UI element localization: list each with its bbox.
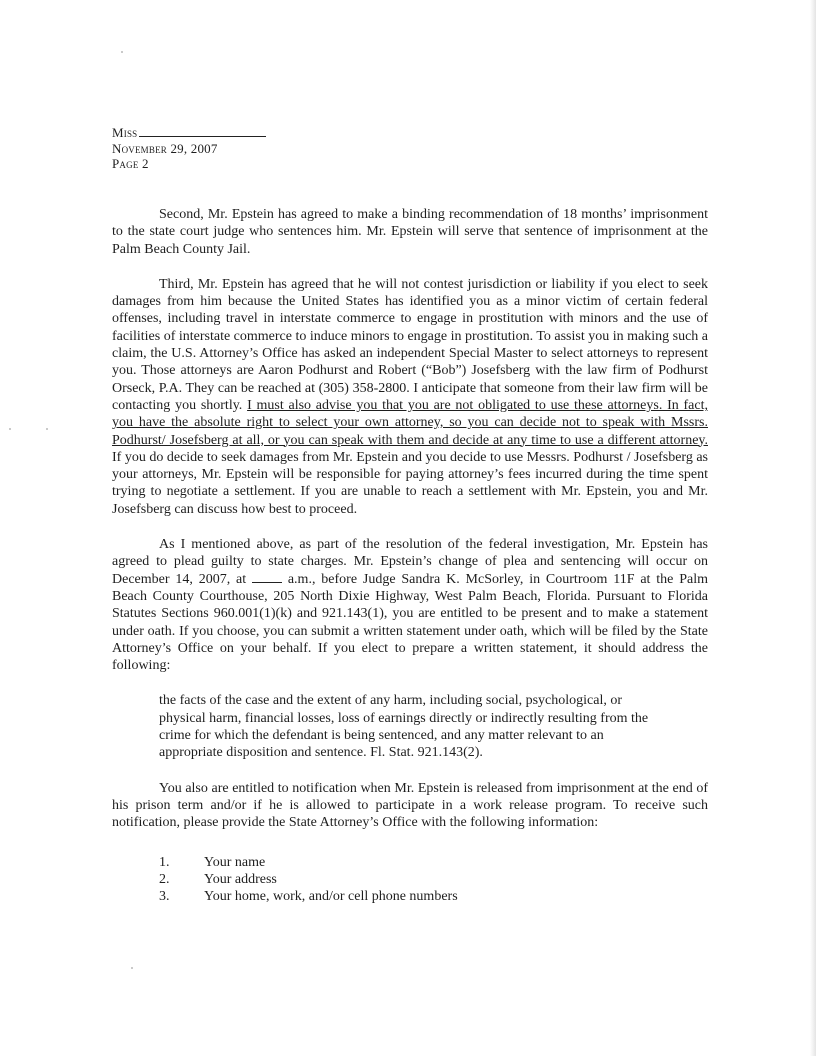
paragraph-sentencing-recommendation: Second, Mr. Epstein has agreed to make a binding recommendation of 18 months’ imprisonment to the state court judge who sentences him. Mr. Epstein will serve that sentence of imprisonment at the Palm Beach County Jail. (112, 207, 708, 257)
scan-speck (131, 967, 133, 969)
statute-quote: the facts of the case and the extent of any harm, including social, psychological, or physical harm, financial losses, loss of earnings directly or indirectly resulting from the crime for which the defendant is being sentenced, and any matter relevant to an appropriate disposition and sentence. Fl. Stat. 921.143(2). (159, 693, 649, 761)
page-number: Page 2 (112, 156, 149, 171)
recipient-name-blank (139, 126, 266, 137)
paragraph-text: If you do decide to seek damages from Mr. Epstein and you decide to use Messrs. Podhurst / Josefsberg as your attorneys, Mr. Epstein will be responsible for paying attorney’s fees incurred during the time spent trying to negotiate a settlement. If you are unable to reach a settlement with Mr. Epstein, you and Mr. Josefsberg can discuss how best to proceed. (112, 449, 708, 517)
paragraph-damages-attorneys (112, 276, 708, 518)
list-item (159, 888, 708, 905)
letter-body (112, 206, 708, 905)
underlined-advisory: I must also advise you that you are not obligated to use these attorneys. In fact, you have the absolute right to select your own attorney, so you can decide not to speak with Mssrs. Podhurst/ Josefsberg at all, or you can speak with them and decide at any time to use a different attorney. (112, 397, 708, 448)
scan-edge-shadow (810, 0, 816, 1056)
list-number: 2. (159, 871, 170, 887)
paragraph-notification: You also are entitled to notification when Mr. Epstein is released from imprisonment at the end of his prison term and/or if he is allowed to participate in a work release program. To receive such notification, please provide the State Attorney’s Office with the following information: (112, 780, 708, 831)
scan-speck (9, 428, 11, 430)
list-text: Your home, work, and/or cell phone numbers (204, 889, 458, 905)
paragraph-text: a.m., before Judge Sandra K. McSorley, in Courtroom 11F at the Palm Beach County Courthouse, 205 North Dixie Highway, West Palm Beach, Florida. Pursuant to Florida Statutes Sections 960.001(1)(k) and 921.143(1), you are entitled to be present and to make a statement under oath. If you choose, you can submit a written statement under oath, which will be filed by the State Attorney’s Office on your behalf. If you elect to prepare a written statement, it should address the following: (112, 571, 708, 674)
hearing-time-blank (252, 571, 282, 583)
paragraph-text: Third, Mr. Epstein has agreed that he will not contest jurisdiction or liability if you elect to seek damages from him because the United States has identified you as a minor victim of certain federal offenses, including travel in interstate commerce to engage in prostitution with minors and the use of facilities of interstate commerce to induce minors to engage in prostitution. To assist you in making such a claim, the U.S. Attorney’s Office has asked an independent Special Master to select attorneys to represent you. Those attorneys are Aaron Podhurst and Robert (“Bob”) Josefsberg with the law firm of Podhurst Orseck, P.A. They can be reached at (305) 358-2800. I anticipate that someone from their law firm will be contacting you shortly. (112, 276, 708, 413)
paragraph-plea-hearing (112, 536, 708, 674)
list-text: Your address (204, 871, 277, 887)
scan-speck (121, 51, 123, 53)
list-item (159, 854, 708, 871)
list-text: Your name (204, 854, 266, 870)
list-item (159, 871, 708, 888)
recipient-salutation: Miss (112, 125, 138, 140)
letter-date: November 29, 2007 (112, 140, 218, 156)
paragraph-text: As I mentioned above, as part of the resolution of the federal investigation, Mr. Epstein has agreed to plead guilty to state charges. Mr. Epstein’s change of plea and sentencing will occur on December 14, 2007, at (112, 537, 708, 587)
information-list (159, 854, 708, 906)
list-number: 3. (159, 889, 170, 905)
scan-speck (46, 428, 48, 430)
letter-header (112, 125, 266, 172)
recipient-line (112, 125, 266, 141)
list-number: 1. (159, 854, 170, 870)
